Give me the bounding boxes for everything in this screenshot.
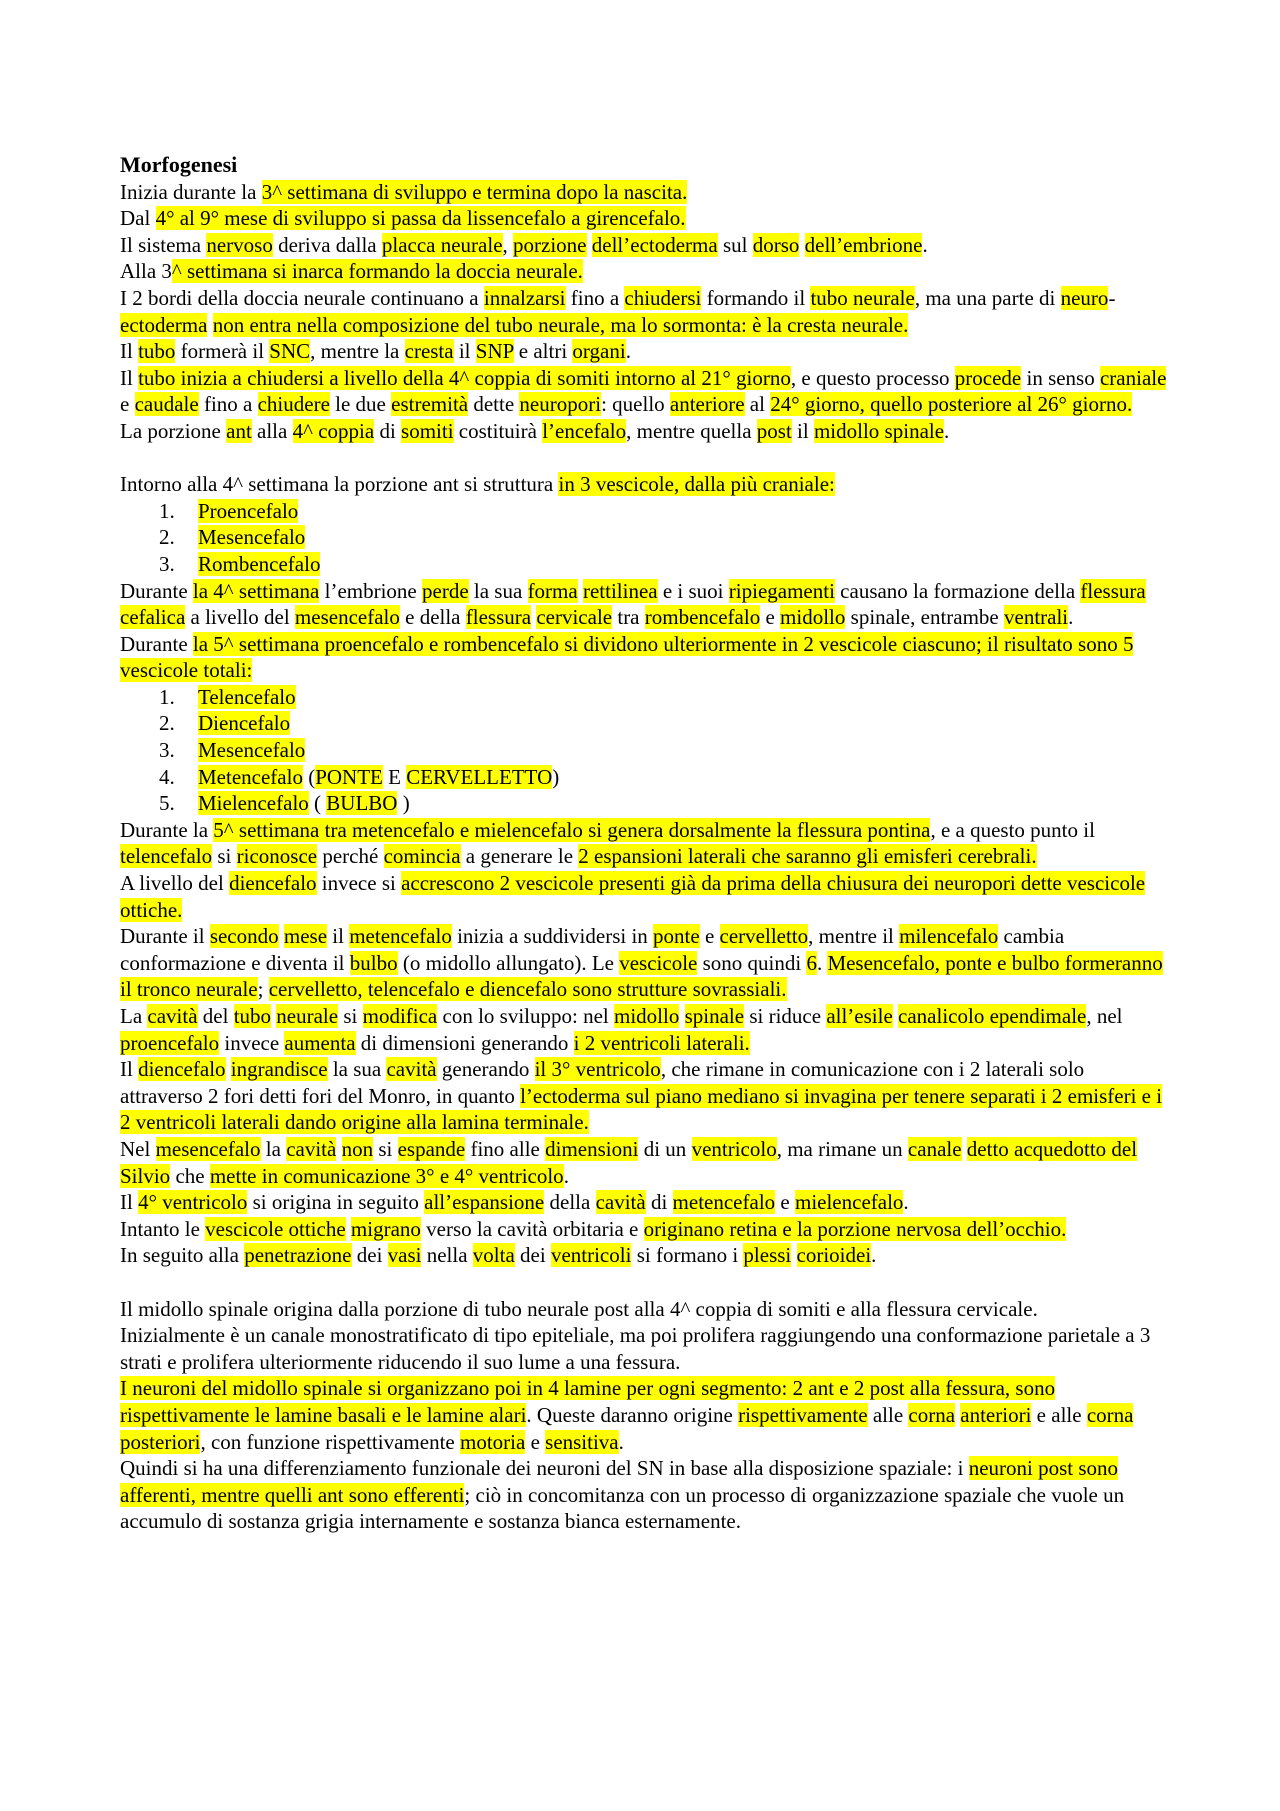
- highlighted-text: dell’ectoderma: [591, 232, 718, 257]
- highlighted-text: cervelletto: [719, 924, 809, 949]
- highlighted-text: caudale: [134, 392, 199, 417]
- highlighted-text: secondo: [209, 924, 279, 949]
- highlighted-text: cervicale: [536, 605, 613, 630]
- highlighted-text: ponte: [653, 924, 700, 949]
- highlighted-text: cavità: [286, 1136, 337, 1161]
- paragraph: Inizialmente è un canale monostratificato di tipo epiteliale, ma poi prolifera raggiungendo una conformazione parietale a 3 strati e prolifera ulteriormente riducendo il suo lume a una fessura.: [120, 1323, 1151, 1374]
- list-item: 5. Mielencefalo ( BULBO ): [159, 791, 410, 816]
- highlighted-text: la 5^ settimana proencefalo e rombencefalo si dividono ulteriormente in 2 vescicole ciascuno; il risultato sono 5 vescicole totali:: [120, 631, 1134, 683]
- highlighted-text: canalicolo ependimale: [898, 1004, 1087, 1028]
- paragraph: In seguito alla penetrazione dei vasi nella volta dei ventricoli si formano i plessi corioidei.: [120, 1243, 877, 1268]
- highlighted-text: Mesencefalo: [198, 525, 306, 550]
- list-number: 5.: [159, 791, 175, 816]
- list-item: [120, 551, 1170, 578]
- highlighted-text: corioidei: [796, 1243, 872, 1268]
- paragraph: Durante la 5^ settimana tra metencefalo e mielencefalo si genera dorsalmente la flessura pontina, e a questo punto il telencefalo si riconosce perché comincia a generare le 2 espansioni laterali che saranno gli emisferi cerebrali.: [120, 817, 1095, 869]
- paragraph: Il tubo inizia a chiudersi a livello della 4^ coppia di somiti intorno al 21° giorno, e questo processo procede in senso craniale e caudale fino a chiudere le due estremità dette neuropori: quello anteriore al 24° giorno, quello posteriore al 26° giorno.: [120, 365, 1167, 417]
- highlighted-text: vescicole ottiche: [205, 1216, 346, 1241]
- highlighted-text: neuro: [1060, 285, 1109, 310]
- highlighted-text: post: [756, 418, 792, 443]
- highlighted-text: diencefalo: [229, 871, 317, 896]
- highlighted-text: mesencefalo: [155, 1136, 261, 1161]
- highlighted-text: la 4^ settimana: [192, 578, 320, 603]
- highlighted-text: 24° giorno, quello posteriore al 26° giorno.: [770, 392, 1133, 417]
- highlighted-text: posteriori: [120, 1429, 201, 1454]
- highlighted-text: perde: [422, 578, 469, 603]
- document-body: [120, 152, 1170, 1535]
- highlighted-text: metencefalo: [672, 1190, 776, 1215]
- highlighted-text: 6: [806, 950, 817, 975]
- highlighted-text: anteriori: [960, 1402, 1032, 1427]
- list-item: [120, 498, 1170, 525]
- highlighted-text: ripiegamenti: [728, 578, 835, 603]
- highlighted-text: canale: [907, 1136, 962, 1161]
- highlighted-text: ventricolo: [691, 1136, 777, 1161]
- highlighted-text: 4^ coppia: [292, 418, 375, 443]
- highlighted-text: proencefalo: [120, 1030, 220, 1055]
- highlighted-text: modifica: [362, 1004, 438, 1028]
- list-item: [120, 737, 1170, 764]
- paragraph: Inizia durante la 3^ settimana di sviluppo e termina dopo la nascita.: [120, 179, 688, 204]
- highlighted-text: neuropori: [519, 392, 602, 417]
- list-number: 2.: [159, 525, 175, 550]
- highlighted-text: neuroni post sono afferenti, mentre quelli ant sono efferenti: [120, 1456, 1119, 1507]
- highlighted-text: mielencefalo: [794, 1190, 904, 1215]
- highlighted-text: I neuroni del midollo spinale si organizzano poi in 4 lamine per ogni segmento: 2 ant e 2 post alla fessura, sono rispettivamente le lamine basali e le lamine alari: [120, 1376, 1056, 1427]
- highlighted-text: porzione: [513, 232, 587, 257]
- list-item: [120, 524, 1170, 551]
- highlighted-text: cervelletto, telencefalo e diencefalo sono strutture sovrassiali.: [268, 977, 787, 1002]
- list-number: 2.: [159, 711, 175, 736]
- highlighted-text: mese: [283, 924, 328, 949]
- blank-line: [120, 1269, 1170, 1296]
- paragraph: Alla 3^ settimana si inarca formando la doccia neurale.: [120, 259, 583, 284]
- highlighted-text: cavità: [595, 1190, 646, 1215]
- highlighted-text: placca neurale: [381, 232, 503, 257]
- highlighted-text: cavità: [386, 1057, 437, 1082]
- highlighted-text: originano retina e la porzione nervosa dell’occhio.: [643, 1216, 1067, 1241]
- list-item: 4. Metencefalo (PONTE E CERVELLETTO): [159, 764, 560, 789]
- highlighted-text: anteriore: [669, 392, 745, 417]
- paragraph: Durante la 5^ settimana proencefalo e rombencefalo si dividono ulteriormente in 2 vescicole ciascuno; il risultato sono 5 vescicole totali:: [120, 631, 1134, 683]
- highlighted-text: craniale: [1099, 365, 1167, 390]
- highlighted-text: ventrali: [1004, 605, 1069, 630]
- document-title: Morfogenesi: [120, 152, 238, 177]
- highlighted-text: rispettivamente: [738, 1402, 868, 1427]
- list-item: [120, 684, 1170, 711]
- highlighted-text: mette in comunicazione 3° e 4° ventricolo: [209, 1163, 564, 1188]
- highlighted-text: Diencefalo: [198, 711, 291, 736]
- list-number: 1.: [159, 684, 175, 709]
- highlighted-text: volta: [472, 1243, 515, 1268]
- highlighted-text: plessi: [743, 1243, 792, 1268]
- paragraph: A livello del diencefalo invece si accrescono 2 vescicole presenti già da prima della chiusura dei neuropori dette vescicole ottiche.: [120, 871, 1146, 922]
- highlighted-text: forma: [527, 578, 578, 603]
- highlighted-text: 5^ settimana tra metencefalo e mielencefalo si genera dorsalmente la flessura pontina: [213, 817, 931, 842]
- list-number: 3.: [159, 551, 175, 576]
- highlighted-text: ^ settimana si inarca formando la doccia neurale.: [171, 259, 583, 284]
- highlighted-text: ant: [226, 418, 252, 443]
- paragraph: Il midollo spinale origina dalla porzione di tubo neurale post alla 4^ coppia di somiti e alla flessura cervicale.: [120, 1296, 1038, 1321]
- paragraph: Quindi si ha una differenziamento funzionale dei neuroni del SN in base alla disposizione spaziale: i neuroni post sono afferenti, mentre quelli ant sono efferenti; ciò in concomitanza con un processo di organizzazione spaziale che vuole un accumulo di sostanza grigia internamente e sostanza bianca esternamente.: [120, 1456, 1125, 1534]
- highlighted-text: Proencefalo: [198, 498, 299, 523]
- highlighted-text: telencefalo: [120, 844, 213, 869]
- highlighted-text: diencefalo: [138, 1057, 226, 1082]
- highlighted-text: bulbo: [349, 950, 398, 975]
- highlighted-text: Rombencefalo: [198, 551, 321, 576]
- list-number: 4.: [159, 764, 175, 789]
- paragraph: Il sistema nervoso deriva dalla placca neurale, porzione dell’ectoderma sul dorso dell’embrione.: [120, 232, 928, 257]
- highlighted-text: rombencefalo: [644, 605, 761, 630]
- paragraph: Intanto le vescicole ottiche migrano verso la cavità orbitaria e originano retina e la porzione nervosa dell’occhio.: [120, 1216, 1067, 1241]
- highlighted-text: dorso: [752, 232, 800, 257]
- highlighted-text: Metencefalo: [198, 764, 303, 789]
- highlighted-text: Mielencefalo: [198, 791, 309, 816]
- paragraph: I neuroni del midollo spinale si organizzano poi in 4 lamine per ogni segmento: 2 ant e 2 post alla fessura, sono rispettivamente le lamine basali e le lamine alari. Queste daranno origine rispettivamente alle corna anteriori e alle corna posteriori, con funzione rispettivamente motoria e sensitiva.: [120, 1376, 1134, 1454]
- highlighted-text: l’encefalo: [542, 418, 627, 443]
- highlighted-text: somiti: [401, 418, 454, 443]
- highlighted-text: cavità: [147, 1004, 198, 1028]
- paragraph: La cavità del tubo neurale si modifica con lo sviluppo: nel midollo spinale si riduce all’esile canalicolo ependimale, nel proencefalo invece aumenta di dimensioni generando i 2 ventricoli laterali.: [120, 1004, 1123, 1055]
- highlighted-text: neurale: [276, 1004, 339, 1028]
- highlighted-text: 2 espansioni laterali che saranno gli emisferi cerebrali.: [578, 844, 1037, 869]
- blank-line: [120, 445, 1170, 472]
- highlighted-text: 4° ventricolo: [138, 1190, 248, 1215]
- numbered-list: [120, 498, 1170, 578]
- highlighted-text: accrescono 2 vescicole presenti già da prima della chiusura dei neuropori dette vescicole ottiche.: [120, 871, 1146, 922]
- highlighted-text: midollo: [780, 605, 846, 630]
- paragraph: I 2 bordi della doccia neurale continuano a innalzarsi fino a chiudersi formando il tubo neurale, ma una parte di neuro-ectoderma non entra nella composizione del tubo neurale, ma lo sormonta: è la cresta neurale.: [120, 285, 1116, 337]
- highlighted-text: migrano: [350, 1216, 421, 1241]
- paragraph: Il tubo formerà il SNC, mentre la cresta il SNP e altri organi.: [120, 339, 631, 364]
- highlighted-text: espande: [397, 1136, 466, 1161]
- highlighted-text: chiudersi: [624, 285, 702, 310]
- paragraph: Intorno alla 4^ settimana la porzione ant si struttura in 3 vescicole, dalla più craniale:: [120, 472, 835, 497]
- highlighted-text: procede: [954, 365, 1022, 390]
- highlighted-text: non entra nella composizione del tubo neurale, ma lo sormonta: è la cresta neurale.: [212, 312, 909, 337]
- highlighted-text: non: [341, 1136, 374, 1161]
- highlighted-text: motoria: [459, 1429, 526, 1454]
- highlighted-text: milencefalo: [899, 924, 999, 949]
- highlighted-text: PONTE: [315, 764, 383, 789]
- highlighted-text: ingrandisce: [230, 1057, 328, 1082]
- highlighted-text: tubo: [138, 339, 176, 364]
- list-item: [120, 710, 1170, 737]
- highlighted-text: chiudere: [257, 392, 330, 417]
- paragraph: Il diencefalo ingrandisce la sua cavità generando il 3° ventricolo, che rimane in comunicazione con i 2 laterali solo attraverso 2 fori detti fori del Monro, in quanto l’ectoderma sul piano mediano si invagina per tenere separati i 2 emisferi e i 2 ventricoli laterali dando origine alla lamina terminale.: [120, 1057, 1163, 1135]
- highlighted-text: cresta: [404, 339, 454, 364]
- highlighted-text: ventricoli: [550, 1243, 632, 1268]
- highlighted-text: Telencefalo: [198, 684, 296, 709]
- highlighted-text: vasi: [387, 1243, 422, 1268]
- highlighted-text: detto acquedotto del Silvio: [120, 1136, 1138, 1188]
- highlighted-text: 3^ settimana di sviluppo e termina dopo la nascita.: [261, 179, 688, 204]
- list-number: 3.: [159, 738, 175, 763]
- paragraph: Durante la 4^ settimana l’embrione perde la sua forma rettilinea e i suoi ripiegamenti causano la formazione della flessura cefalica a livello del mesencefalo e della flessura cervicale tra rombencefalo e midollo spinale, entrambe ventrali.: [120, 578, 1146, 630]
- highlighted-text: flessura: [1080, 578, 1146, 603]
- highlighted-text: 4° al 9° mese di sviluppo si passa da lissencefalo a girencefalo.: [155, 206, 686, 231]
- highlighted-text: estremità: [391, 392, 469, 417]
- highlighted-text: spinale: [684, 1004, 745, 1028]
- numbered-list: [120, 684, 1170, 817]
- list-number: 1.: [159, 498, 175, 523]
- highlighted-text: innalzarsi: [483, 285, 566, 310]
- highlighted-text: tubo inizia a chiudersi a livello della 4^ coppia di somiti intorno al 21° giorno: [138, 365, 791, 390]
- highlighted-text: nervoso: [206, 232, 273, 257]
- paragraph: Dal 4° al 9° mese di sviluppo si passa da lissencefalo a girencefalo.: [120, 206, 686, 231]
- highlighted-text: Mesencefalo: [198, 738, 306, 763]
- highlighted-text: Mesencefalo, ponte e bulbo formeranno il tronco neurale: [120, 950, 1163, 1002]
- highlighted-text: cefalica: [120, 605, 186, 630]
- highlighted-text: sensitiva: [545, 1429, 619, 1454]
- highlighted-text: all’espansione: [424, 1190, 545, 1215]
- highlighted-text: i 2 ventricoli laterali.: [573, 1030, 750, 1055]
- highlighted-text: SNP: [475, 339, 514, 364]
- highlighted-text: all’esile: [826, 1004, 893, 1028]
- highlighted-text: penetrazione: [244, 1243, 352, 1268]
- highlighted-text: CERVELLETTO: [406, 764, 553, 789]
- highlighted-text: midollo spinale: [813, 418, 945, 443]
- highlighted-text: dell’embrione: [804, 232, 923, 257]
- highlighted-text: riconosce: [236, 844, 318, 869]
- highlighted-text: rettilinea: [582, 578, 658, 603]
- paragraph: Il 4° ventricolo si origina in seguito all’espansione della cavità di metencefalo e mielencefalo.: [120, 1190, 909, 1215]
- highlighted-text: il 3° ventricolo: [534, 1057, 661, 1082]
- highlighted-text: flessura: [465, 605, 532, 630]
- highlighted-text: SNC: [269, 339, 311, 364]
- paragraph: Nel mesencefalo la cavità non si espande fino alle dimensioni di un ventricolo, ma rimane un canale detto acquedotto del Silvio che mette in comunicazione 3° e 4° ventricolo.: [120, 1136, 1138, 1188]
- highlighted-text: vescicole: [619, 950, 698, 975]
- paragraph: Durante il secondo mese il metencefalo inizia a suddividersi in ponte e cervelletto, mentre il milencefalo cambia conformazione e diventa il bulbo (o midollo allungato). Le vescicole sono quindi 6. Mesencefalo, ponte e bulbo formeranno il tronco neurale; cervelletto, telencefalo e diencefalo sono strutture sovrassiali.: [120, 924, 1163, 1002]
- highlighted-text: BULBO: [326, 791, 398, 816]
- highlighted-text: l’ectoderma sul piano mediano si invagina per tenere separati i 2 emisferi e i 2 ventricoli laterali dando origine alla lamina terminale.: [120, 1083, 1163, 1135]
- highlighted-text: tubo: [233, 1004, 272, 1028]
- highlighted-text: tubo neurale: [810, 285, 915, 310]
- highlighted-text: midollo: [614, 1004, 680, 1028]
- highlighted-text: dimensioni: [545, 1136, 639, 1161]
- paragraph: La porzione ant alla 4^ coppia di somiti costituirà l’encefalo, mentre quella post il midollo spinale.: [120, 418, 950, 443]
- highlighted-text: metencefalo: [349, 924, 452, 949]
- highlighted-text: corna: [908, 1402, 956, 1427]
- highlighted-text: comincia: [383, 844, 461, 869]
- highlighted-text: corna: [1086, 1402, 1134, 1427]
- highlighted-text: mesencefalo: [294, 605, 400, 630]
- highlighted-text: aumenta: [284, 1030, 356, 1055]
- highlighted-text: organi: [572, 339, 626, 364]
- highlighted-text: ectoderma: [120, 312, 208, 337]
- highlighted-text: in 3 vescicole, dalla più craniale:: [558, 472, 835, 497]
